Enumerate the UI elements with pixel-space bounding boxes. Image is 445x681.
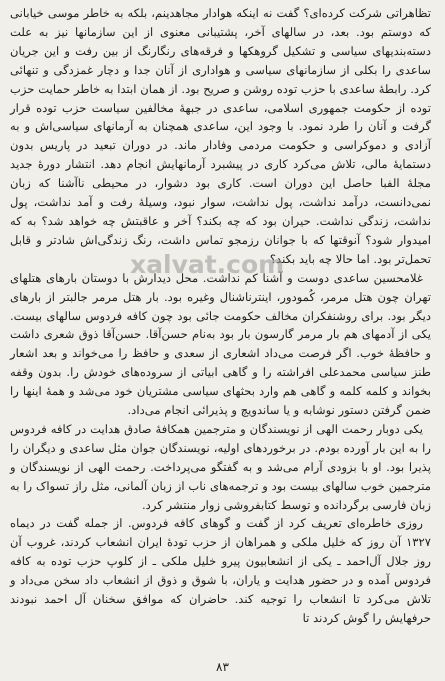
paragraph-3: یکی دوبار رحمت الهی از نویسندگان و مترجمین همکافهٔ صادق هدایت در کافه فردوس را به این بار آورده بودم. در برخوردهای اولیه، نویسندگان جوان مثل ساعدی و دیگران را پذیرا بود. او با بزودی آرام می‌شد و به گفتگو می‌پرداخت. رحمت الهی از نویسندگان و مترجمین خوب سالهای بیست بود و ترجمه‌های ناب از زبان آلمانی، مثل راز تسواک را به زبان فارسی برگردانده و توسط کتابفروشی زوار منتشر کرد. (10, 421, 431, 512)
paragraph-2: غلامحسین ساعدی دوست و آشنا کم نداشت. محل دیدارش با دوستان بارهای هتلهای تهران چون هتل مرمر، کُمودور، اینترناشنال وغیره بود. بار هتل مرمر جالبتر از بارهای دیگر بود. برای روشنفکران مخالف حکومت جائی بود چون کافه فردوس سالهای بیست. یکی از آدمهای هم بار مرمر گارسون بار بود به‌نام حسن‌آقا. حسن‌آقا ذوق شعری داشت و حافظهٔ خوب. اگر فرصت می‌داد اشعاری از سعدی و حافظ را می‌خواند و بعد اشعار طنز سیاسی محمدعلی افراشته را و گاهی ابیاتی از سروده‌های خودش را. بدون وقفه بخواند و کلمه کلمه و گاهی هم وارد بحثهای سیاسی مشتریان خود می‌شد و همهٔ اینها را ضمن گرفتن دستور نوشابه و یا ساندویچ و پذیرائی انجام می‌داد. (10, 270, 431, 418)
paragraph-4: روزی خاطره‌ای تعریف کرد از گفت و گوهای کافه فردوس. از جمله گفت در دیماه ۱۳۲۷ آن روز که خلیل ملکی و همراهان از حزب تودهٔ ایران انشعاب کردند، غروب آن روز جلال آل‌احمد ـ یکی از انشعابیون پیرو خلیل ملکی ـ از کلوپ حزب توده به کافه فردوس آمده و در حضور هدایت و یاران، با شوق و ذوق از انشعاب داد سخن می‌داد و تلاش می‌کرد تا انشعاب را توجیه کند. حاضران که موافق سخنان آل احمد نبودند حرفهایش را گوش کردند تا (10, 516, 431, 625)
body-text (10, 4, 431, 628)
page-number: ۸۳ (216, 660, 229, 674)
paragraph-1: تظاهراتی شرکت کرده‌ای؟ گفت نه اینکه هوادار مجاهدینم، بلکه به خاطر موسی خیابانی که دوستم بود. بعد، در سالهای آخر، پشتیبانی معنوی از این سازمانها نیز به علت دسته‌بندیهای سیاسی و تشکیل گروهکها و فرقه‌های رنگارنگ از بین رفت و این جریان ساعدی را بکلی از سازمانهای سیاسی و هواداری از آنان جدا و دچار غمزدگی و تنهائی کرد. رابطهٔ ساعدی با حزب توده روشن و صریح بود. از همان ابتدا به خاطر حمایت حزب توده از حکومت جمهوری اسلامی، ساعدی در جبههٔ مخالفین سیاست حزب توده قرار گرفت و آنان را طرد نمود. با وجود این، ساعدی همچنان به آرمانهای سیاسی‌اش و به آزادی و دموکراسی و حکومت مردمی وفادار ماند. در دوران تبعید در پاریس بدون دستمایهٔ مالی، تلاش می‌کرد کاری در پیشبرد آرمانهایش انجام دهد. انتشار دورهٔ جدید مجلهٔ الفبا حاصل این دوران است. کاری بود دشوار، در محیطی ناآشنا که زبان نمی‌دانست، درآمد نداشت، پول نداشت، سوار نبود، وسیلهٔ رفت و آمد نداشت، پول نداشت، زندگی نداشت. حیران بود که چه بکند؟ آخر و عاقبتش چه خواهد شد؟ به که امیدوار شود؟ آنوقتها که با جوانان رزمجو تماس داشت، رنگ زندگی‌اش شادتر و قابل تحمل‌تر بود. اما حالا چه باید بکند؟ (10, 6, 431, 266)
watermark: xalvat.com (130, 250, 285, 279)
